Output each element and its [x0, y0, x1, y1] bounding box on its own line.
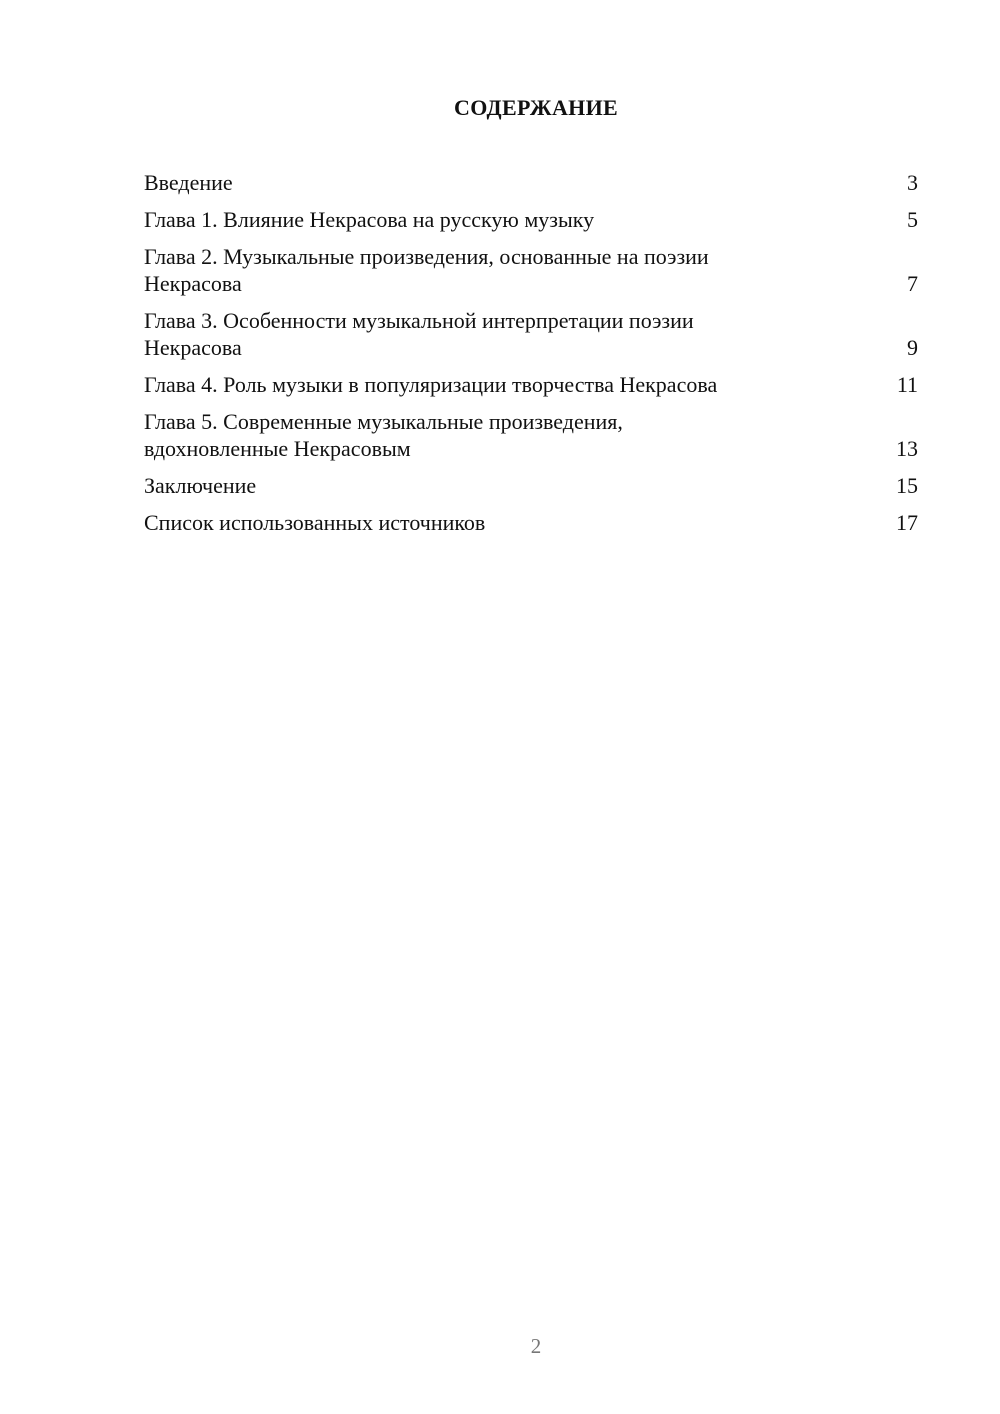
- toc-entry-chapter-5: [144, 408, 918, 462]
- toc-entry-chapter-4: [144, 371, 918, 398]
- toc-entry-text: Введение: [144, 170, 233, 195]
- toc-entry-text: Глава 2. Музыкальные произведения, основанные на поэзии Некрасова: [144, 244, 709, 296]
- toc-entry-text: Глава 4. Роль музыки в популяризации творчества Некрасова: [144, 372, 718, 397]
- toc-entry-page: 3: [907, 170, 918, 195]
- toc-entry-page: 9: [907, 335, 918, 360]
- toc-entry-chapter-2: [144, 243, 918, 297]
- toc-entry-text: Список использованных источников: [144, 510, 486, 535]
- toc-entry-page: 5: [907, 207, 918, 232]
- toc-entry-text: Глава 1. Влияние Некрасова на русскую музыку: [144, 207, 595, 232]
- toc-entry-page: 13: [896, 436, 918, 461]
- toc-entry-page: 11: [896, 372, 918, 397]
- toc-entry-introduction: [144, 169, 918, 196]
- table-of-contents: [144, 169, 918, 546]
- toc-entry-references: [144, 509, 918, 536]
- toc-title: СОДЕРЖАНИЕ: [454, 95, 618, 120]
- toc-entry-page: 17: [896, 510, 918, 535]
- toc-entry-text: Глава 3. Особенности музыкальной интерпретации поэзии Некрасова: [144, 308, 694, 360]
- page-number: 2: [530, 1334, 542, 1358]
- toc-entry-page: 15: [896, 473, 918, 498]
- toc-entry-text: Заключение: [144, 473, 257, 498]
- toc-entry-chapter-3: [144, 307, 918, 361]
- toc-entry-page: 7: [907, 271, 918, 296]
- toc-entry-chapter-1: [144, 206, 918, 233]
- toc-entry-text: Глава 5. Современные музыкальные произведения, вдохновленные Некрасовым: [144, 409, 623, 461]
- toc-entry-conclusion: [144, 472, 918, 499]
